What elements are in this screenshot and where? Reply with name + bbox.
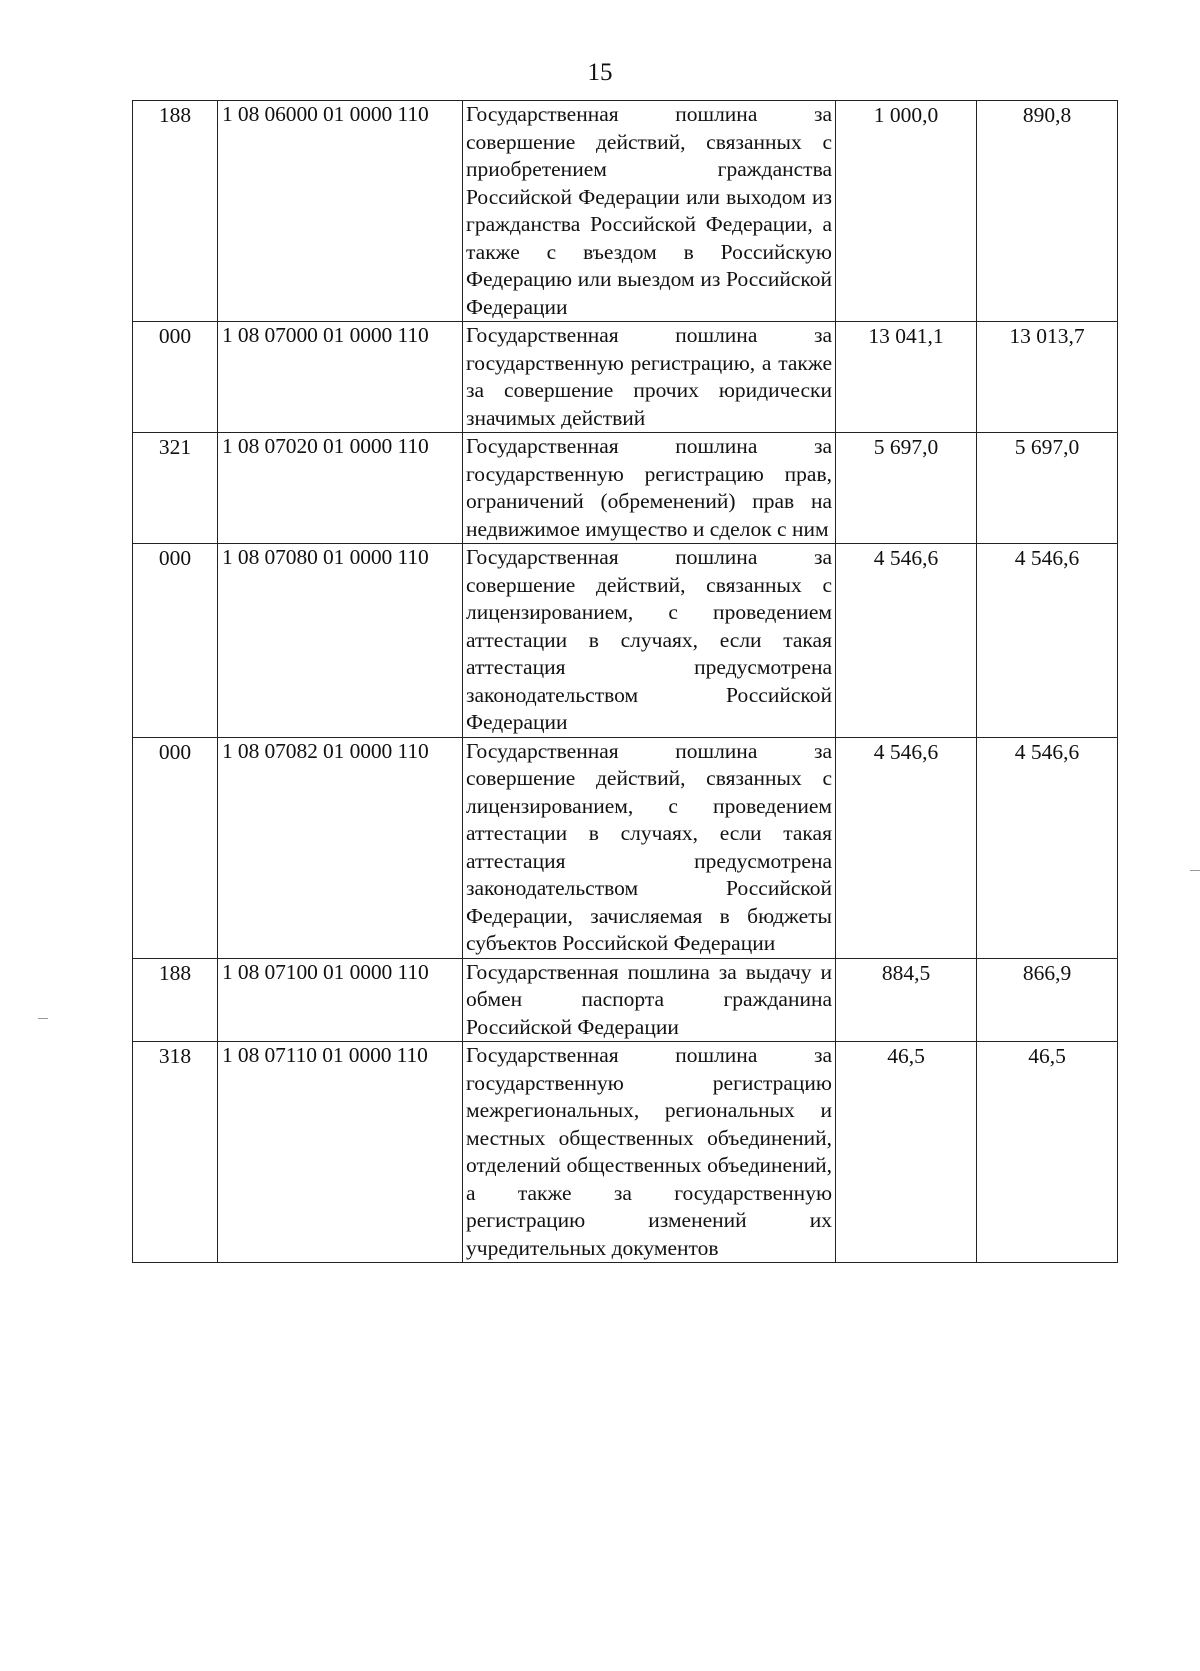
revenue-name-cell: Государственная пошлина за выдачу и обмен паспорта гражданина Российской Федерации <box>463 958 836 1042</box>
scan-edge-mark <box>38 1018 48 1019</box>
table-row <box>133 101 1118 322</box>
planned-amount-cell: 5 697,0 <box>836 433 977 544</box>
actual-amount-cell: 46,5 <box>977 1042 1118 1263</box>
revenue-name-cell: Государственная пошлина за государственную регистрацию прав, ограничений (обременений) прав на недвижимое имущество и сделок с ним <box>463 433 836 544</box>
actual-amount-cell: 866,9 <box>977 958 1118 1042</box>
table-row <box>133 544 1118 738</box>
actual-amount-cell: 4 546,6 <box>977 544 1118 738</box>
budget-classification-code-cell: 1 08 07020 01 0000 110 <box>218 433 463 544</box>
budget-classification-code-cell: 1 08 07000 01 0000 110 <box>218 322 463 433</box>
revenue-name-cell: Государственная пошлина за совершение действий, связанных с лицензированием, с проведением аттестации в случаях, если такая аттестация предусмотрена законодательством Российской Федерации <box>463 544 836 738</box>
planned-amount-cell: 46,5 <box>836 1042 977 1263</box>
admin-code-cell: 188 <box>133 101 218 322</box>
admin-code-cell: 188 <box>133 958 218 1042</box>
page-number: 15 <box>587 59 613 86</box>
budget-classification-code-cell: 1 08 07082 01 0000 110 <box>218 737 463 958</box>
revenue-name-cell: Государственная пошлина за совершение действий, связанных с лицензированием, с проведением аттестации в случаях, если такая аттестация предусмотрена законодательством Российской Федерации, зачисляемая в бюджеты субъектов Российской Федерации <box>463 737 836 958</box>
table-row <box>133 737 1118 958</box>
actual-amount-cell: 5 697,0 <box>977 433 1118 544</box>
revenue-name-cell: Государственная пошлина за государственную регистрацию межрегиональных, региональных и местных общественных объединений, отделений общественных объединений, а также за государственную регистрацию изменений их учредительных документов <box>463 1042 836 1263</box>
planned-amount-cell: 13 041,1 <box>836 322 977 433</box>
scan-edge-mark <box>1190 870 1200 871</box>
budget-classification-code-cell: 1 08 07080 01 0000 110 <box>218 544 463 738</box>
actual-amount-cell: 890,8 <box>977 101 1118 322</box>
planned-amount-cell: 4 546,6 <box>836 544 977 738</box>
table-row <box>133 322 1118 433</box>
table-row <box>133 1042 1118 1263</box>
planned-amount-cell: 4 546,6 <box>836 737 977 958</box>
revenue-name-cell: Государственная пошлина за государственную регистрацию, а также за совершение прочих юридически значимых действий <box>463 322 836 433</box>
admin-code-cell: 321 <box>133 433 218 544</box>
actual-amount-cell: 4 546,6 <box>977 737 1118 958</box>
planned-amount-cell: 884,5 <box>836 958 977 1042</box>
revenue-table <box>132 100 1118 1263</box>
admin-code-cell: 318 <box>133 1042 218 1263</box>
budget-classification-code-cell: 1 08 07100 01 0000 110 <box>218 958 463 1042</box>
budget-classification-code-cell: 1 08 06000 01 0000 110 <box>218 101 463 322</box>
budget-classification-code-cell: 1 08 07110 01 0000 110 <box>218 1042 463 1263</box>
revenue-name-cell: Государственная пошлина за совершение действий, связанных с приобретением гражданства Российской Федерации или выходом из гражданства Российской Федерации, а также с въездом в Российскую Федерацию или выездом из Российской Федерации <box>463 101 836 322</box>
actual-amount-cell: 13 013,7 <box>977 322 1118 433</box>
table-row <box>133 433 1118 544</box>
planned-amount-cell: 1 000,0 <box>836 101 977 322</box>
table-row <box>133 958 1118 1042</box>
admin-code-cell: 000 <box>133 544 218 738</box>
admin-code-cell: 000 <box>133 737 218 958</box>
admin-code-cell: 000 <box>133 322 218 433</box>
